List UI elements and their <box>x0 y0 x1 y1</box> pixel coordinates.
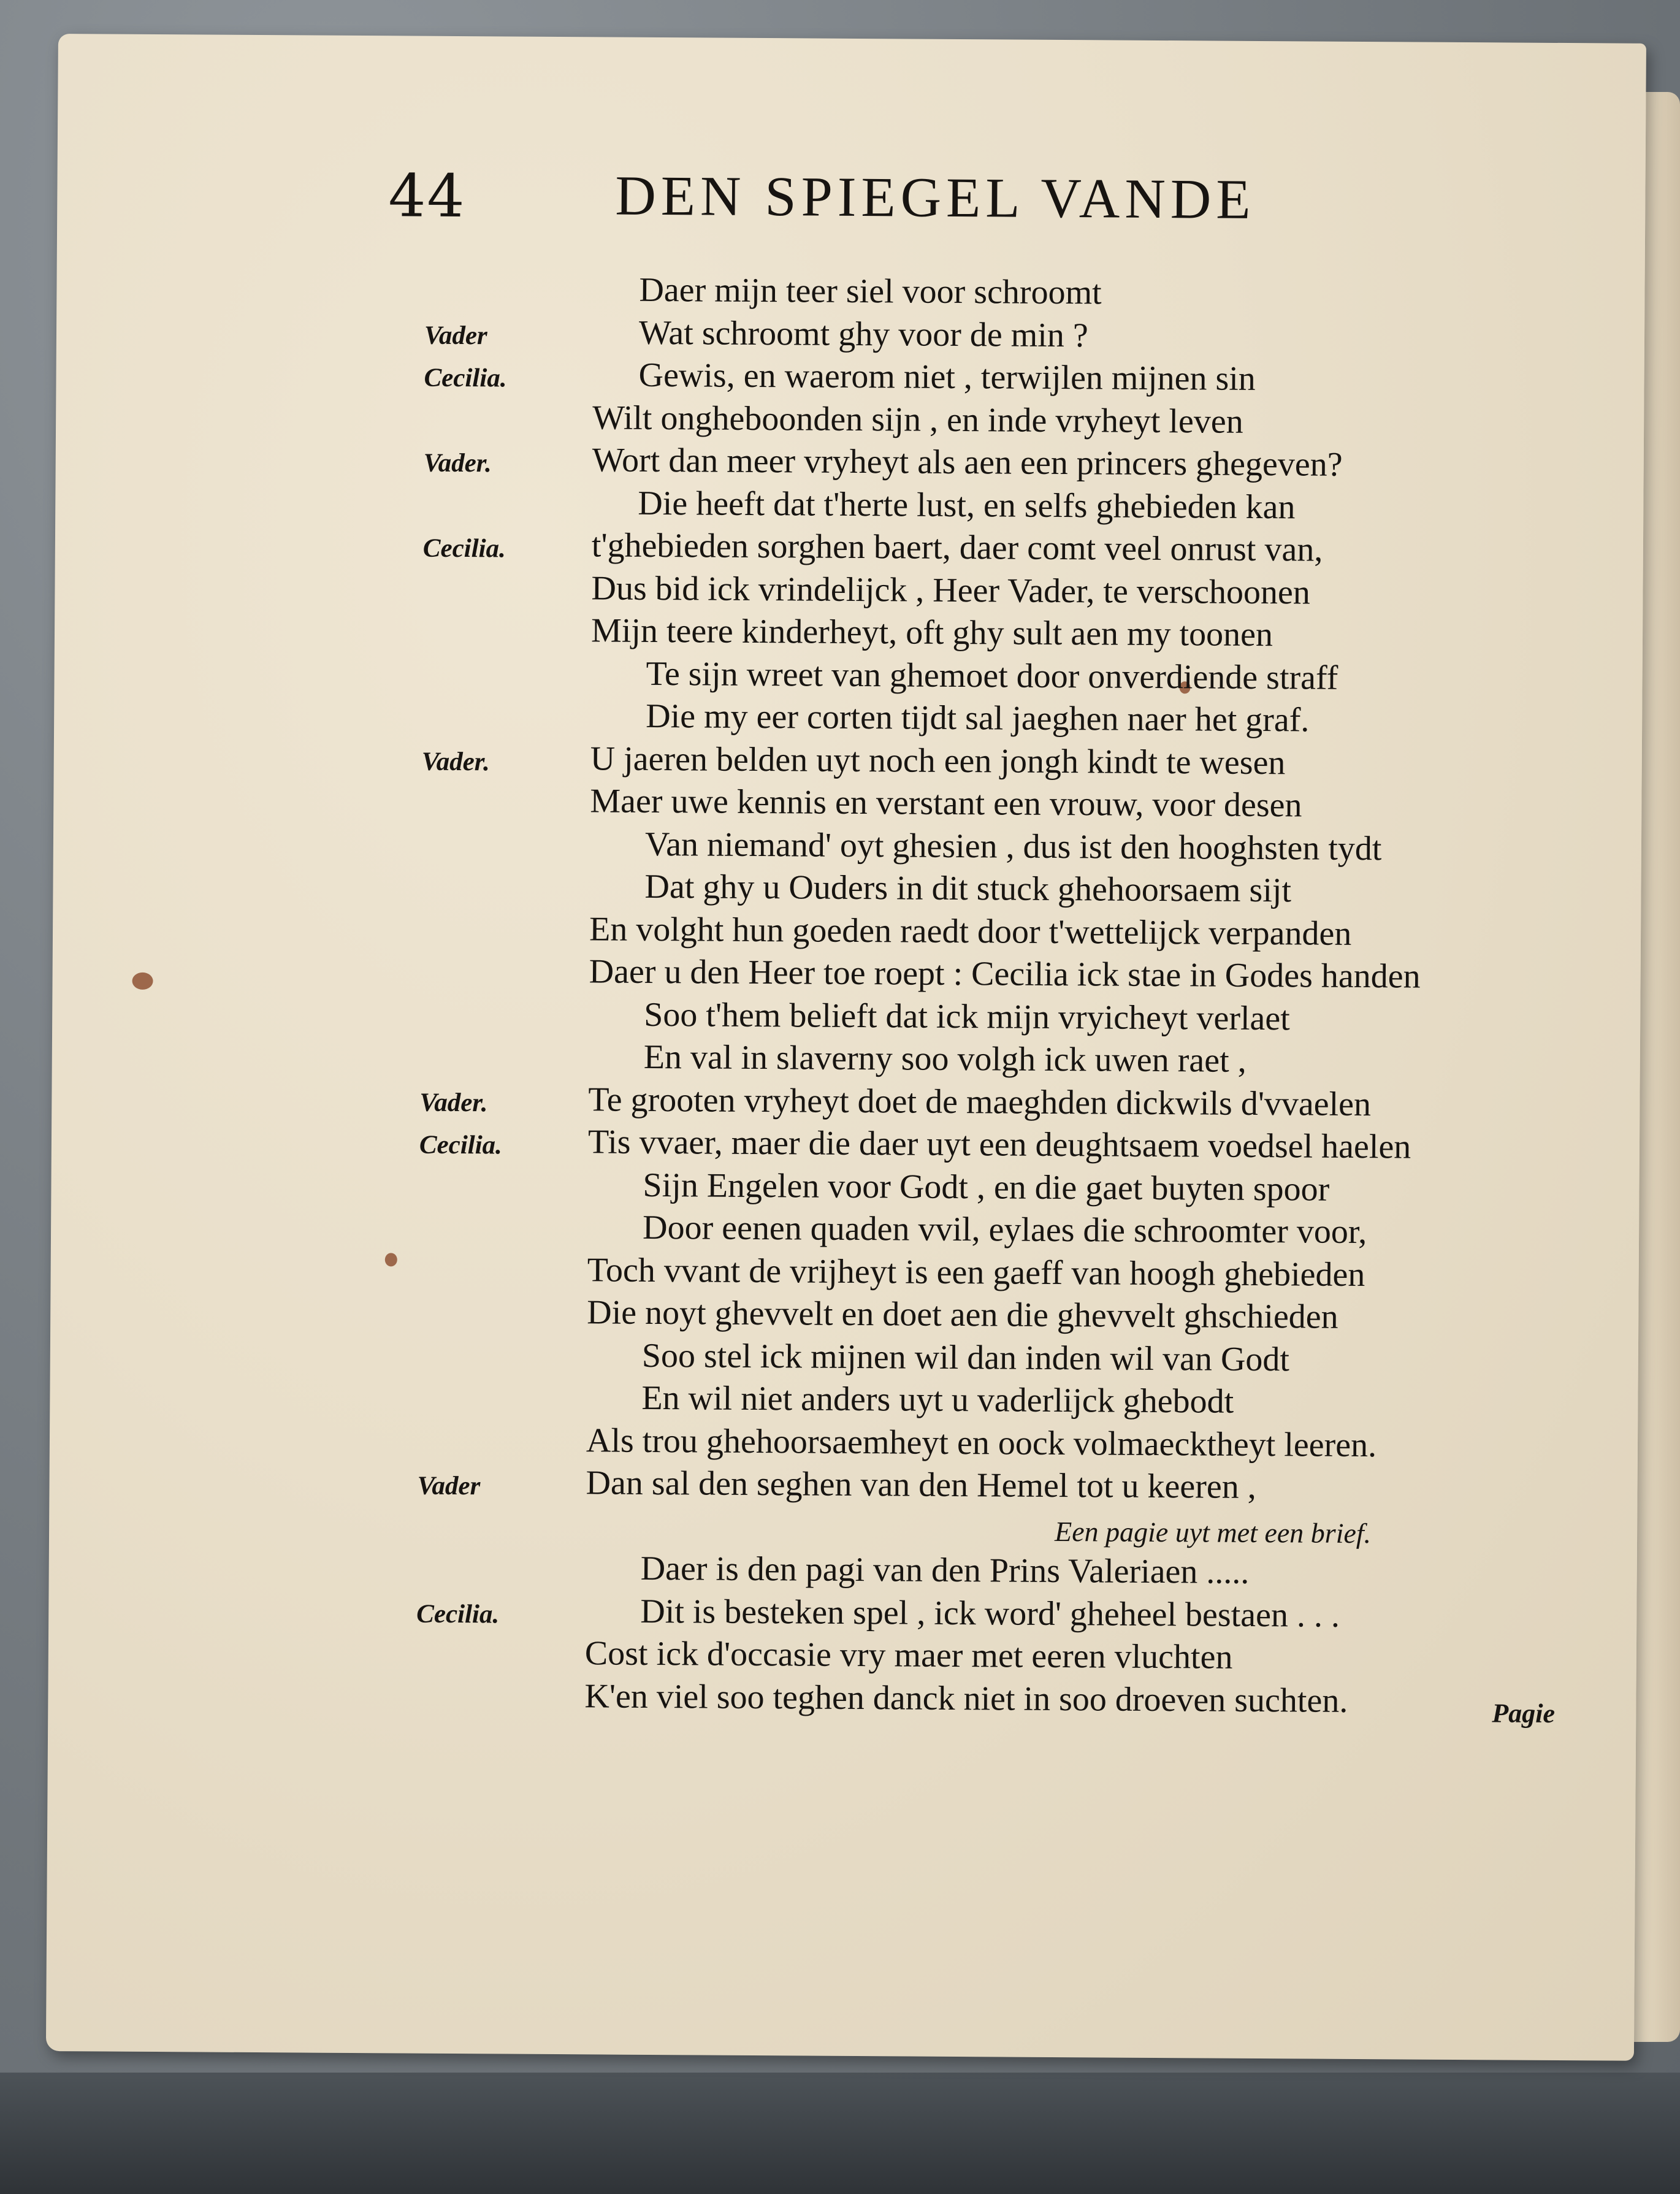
verse-text: Dat ghy u Ouders in dit stuck ghehoorsaem sijt <box>644 867 1292 910</box>
speaker-label: Cecilia. <box>416 1599 500 1629</box>
background-shadow <box>0 2073 1680 2194</box>
verse-text: Maer uwe kennis en verstant een vrouw, voor desen <box>590 782 1302 825</box>
verse-text: Gewis, en waerom niet , terwijlen mijnen sin <box>638 356 1256 398</box>
stage-direction: Een pagie uyt met een brief. <box>1054 1515 1372 1549</box>
verse-text: Daer is den pagi van den Prins Valeriaen ..... <box>640 1549 1250 1591</box>
verse-text: Van niemand' oyt ghesien , dus ist den hooghsten tydt <box>644 825 1382 868</box>
verse-text: K'en viel soo teghen danck niet in soo droeven suchten. <box>584 1676 1348 1720</box>
verse-text: Dit is besteken spel , ick word' gheheel bestaen . . . <box>640 1592 1340 1635</box>
verse-text: En wil niet anders uyt u vaderlijck ghebodt <box>641 1378 1234 1421</box>
verse-text: Dan sal den seghen van den Hemel tot u keeren , <box>586 1464 1256 1506</box>
verse-text: Cost ick d'occasie vry maer met eeren vluchten <box>584 1634 1233 1676</box>
speaker-label: Vader. <box>419 1088 488 1117</box>
verse-text: Soo t'hem belieft dat ick mijn vryicheyt verlaet <box>644 995 1290 1038</box>
verse-text: U jaeren belden uyt noch een jongh kindt te wesen <box>590 739 1286 782</box>
verse-text: Wilt ongheboonden sijn , en inde vryheyt leven <box>592 398 1243 441</box>
verse-text: Als trou ghehoorsaemheyt en oock volmaecktheyt leeren. <box>586 1421 1377 1464</box>
verse-text: Die heeft dat t'herte lust, en selfs ghebieden kan <box>638 484 1296 526</box>
verse-text: En volght hun goeden raedt door t'wettelijck verpanden <box>589 909 1352 953</box>
speaker-label: Cecilia. <box>422 533 506 564</box>
speaker-label: Vader <box>424 321 487 350</box>
verse-text: Tis vvaer, maer die daer uyt een deughtsaem voedsel haelen <box>587 1123 1411 1166</box>
verse-text: Daer u den Heer toe roept : Cecilia ick stae in Godes handen <box>589 952 1421 996</box>
speaker-label: Vader. <box>423 448 492 478</box>
speaker-label: Vader <box>417 1471 481 1501</box>
verse-text: Die my eer corten tijdt sal jaeghen naer het graf. <box>646 697 1310 740</box>
speaker-label: Cecilia. <box>424 363 507 393</box>
verse-line <box>48 1673 1636 1729</box>
book-page <box>46 34 1646 2061</box>
page-text <box>46 34 1646 2061</box>
verse-text: Soo stel ick mijnen wil dan inden wil van Godt <box>641 1336 1290 1378</box>
speaker-label: Cecilia. <box>419 1130 503 1160</box>
verse-text: Mijn teere kinderheyt, oft ghy sult aen my toonen <box>590 611 1273 654</box>
verse-text: Wort dan meer vryheyt als aen een princers ghegeven? <box>592 441 1343 484</box>
page-number: 44 <box>388 161 466 231</box>
verse-text: Die noyt ghevvelt en doet aen die ghevvelt ghschieden <box>587 1293 1338 1336</box>
verse-text: Door eenen quaden vvil, eylaes die schroomter voor, <box>642 1208 1367 1252</box>
verse-text: En val in slaverny soo volgh ick uwen raet , <box>643 1038 1247 1080</box>
verse-text: Sijn Engelen voor Godt , en die gaet buyten spoor <box>643 1166 1330 1209</box>
speaker-label: Vader. <box>421 747 491 776</box>
page-header <box>388 161 1431 253</box>
verse-text: Daer mijn teer siel voor schroomt <box>639 270 1102 312</box>
catchword: Pagie <box>1492 1697 1556 1729</box>
verse-text: Te grooten vryheyt doet de maeghden dickwils d'vvaelen <box>588 1080 1372 1123</box>
verse-text: t'ghebieden sorghen baert, daer comt veel onrust van, <box>591 526 1323 569</box>
verse-text: Dus bid ick vrindelijck , Heer Vader, te verschoonen <box>591 568 1311 611</box>
verse-text: Wat schroomt ghy voor de min ? <box>638 313 1088 354</box>
verse-lines <box>48 267 1644 1729</box>
verse-text: Toch vvant de vrijheyt is een gaeff van hoogh ghebieden <box>587 1250 1365 1294</box>
running-title: DEN SPIEGEL VANDE <box>615 164 1256 231</box>
verse-text: Te sijn wreet van ghemoet door onverdiende straff <box>646 654 1338 697</box>
